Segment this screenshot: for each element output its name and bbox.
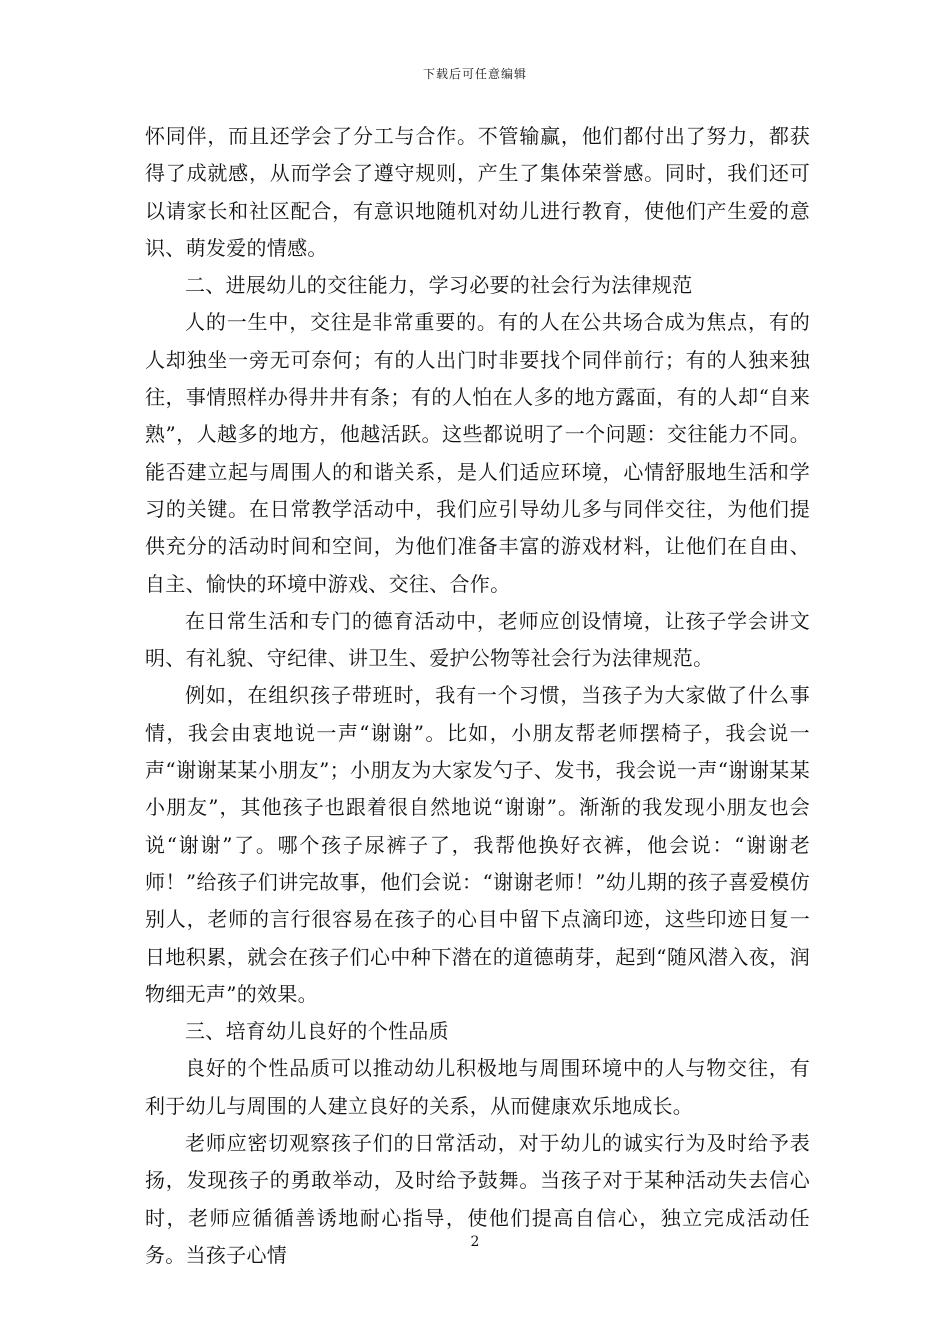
paragraph-continuation: 怀同伴，而且还学会了分工与合作。不管输赢，他们都付出了努力，都获得了成就感，从而学会了遵守规则，产生了集体荣誉感。同时，我们还可以请家长和社区配合，有意识地随机对幼儿进行教育，使他们产生爱的意识、萌发爱的情感。 [145,124,810,260]
page-number: 2 [470,1234,480,1250]
section-heading-3: 三、培育幼儿良好的个性品质 [185,1019,449,1044]
paragraph-observation: 老师应密切观察孩子们的日常活动，对于幼儿的诚实行为及时给予表扬，发现孩子的勇敢举动，及时给予鼓舞。当孩子对于某种活动失去信心时，老师应循循善诱地耐心指导，使他们提高自信心，独立完成活动任务。当孩子心情 [145,1131,810,1267]
section-heading-2: 二、进展幼儿的交往能力，学习必要的社会行为法律规范 [185,273,693,298]
paragraph-moral-education: 在日常生活和专门的德育活动中，老师应创设情境，让孩子学会讲文明、有礼貌、守纪律、讲卫生、爱护公物等社会行为法律规范。 [145,608,810,671]
page-header: 下载后可任意编辑 [422,67,527,81]
document-body [145,118,810,1274]
paragraph-communication: 人的一生中，交往是非常重要的。有的人在公共场合成为焦点，有的人却独坐一旁无可奈何；有的人出门时非要找个同伴前行；有的人独来独往，事情照样办得井井有条；有的人怕在人多的地方露面，有的人却“自来熟”，人越多的地方，他越活跃。这些都说明了一个问题：交往能力不同。能否建立起与周围人的和谐关系，是人们适应环境，心情舒服地生活和学习的关键。在日常教学活动中，我们应引导幼儿多与同伴交往，为他们提供充分的活动时间和空间，为他们准备丰富的游戏材料，让他们在自由、自主、愉快的环境中游戏、交往、合作。 [145,310,810,596]
paragraph-example-thanks: 例如，在组织孩子带班时，我有一个习惯，当孩子为大家做了什么事情，我会由衷地说一声“谢谢”。比如，小朋友帮老师摆椅子，我会说一声“谢谢某某小朋友”；小朋友为大家发勺子、发书，我会说一声“谢谢某某小朋友”，其他孩子也跟着很自然地说“谢谢”。渐渐的我发现小朋友也会说“谢谢”了。哪个孩子尿裤子了，我帮他换好衣裤，他会说：“谢谢老师！”给孩子们讲完故事，他们会说：“谢谢老师！”幼儿期的孩子喜爱模仿别人，老师的言行很容易在孩子的心目中留下点滴印迹，这些印迹日复一日地积累，就会在孩子们心中种下潜在的道德萌芽，起到“随风潜入夜，润物细无声”的效果。 [145,683,810,1006]
paragraph-personality: 良好的个性品质可以推动幼儿积极地与周围环境中的人与物交往，有利于幼儿与周围的人建立良好的关系，从而健康欢乐地成长。 [145,1056,810,1118]
